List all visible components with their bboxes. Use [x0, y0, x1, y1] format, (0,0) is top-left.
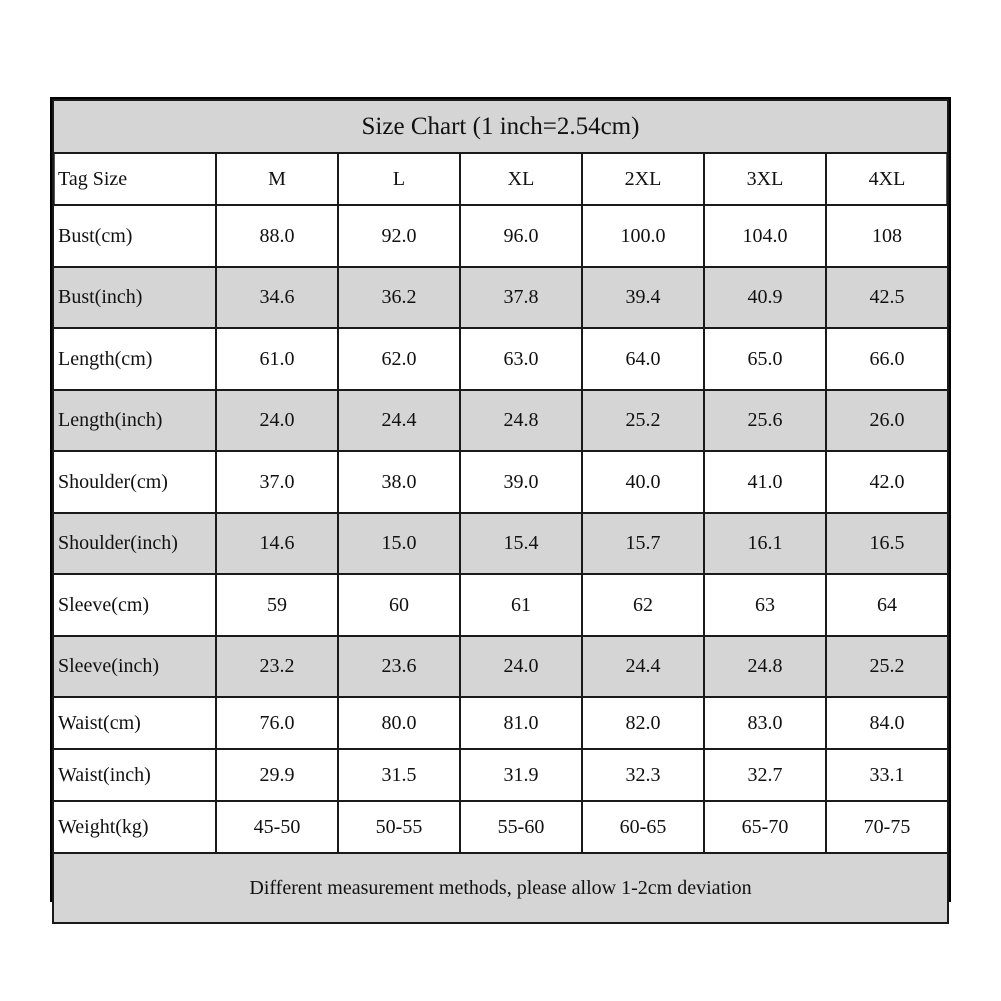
table-cell: 32.3 [582, 749, 704, 801]
table-cell: 65-70 [704, 801, 826, 853]
table-cell: 63.0 [460, 328, 582, 390]
table-cell: 24.8 [460, 390, 582, 451]
table-row [53, 390, 948, 451]
table-cell: 55-60 [460, 801, 582, 853]
table-cell: 16.1 [704, 513, 826, 574]
table-cell: 76.0 [216, 697, 338, 749]
table-cell: 24.0 [460, 636, 582, 697]
table-row [53, 636, 948, 697]
size-chart [50, 97, 951, 902]
row-label: Shoulder(inch) [53, 513, 216, 574]
table-cell: 80.0 [338, 697, 460, 749]
table-cell: 15.0 [338, 513, 460, 574]
table-cell: 33.1 [826, 749, 948, 801]
table-cell: 24.4 [338, 390, 460, 451]
table-row [53, 451, 948, 513]
table-cell: 15.4 [460, 513, 582, 574]
table-cell: 59 [216, 574, 338, 636]
deviation-note: Different measurement methods, please allow 1-2cm deviation [53, 853, 948, 923]
table-row [53, 697, 948, 749]
table-cell: 24.0 [216, 390, 338, 451]
title-row [53, 100, 948, 153]
header-row [53, 153, 948, 205]
table-cell: 40.0 [582, 451, 704, 513]
table-cell: 42.5 [826, 267, 948, 328]
size-chart-table [52, 99, 949, 924]
table-cell: 64 [826, 574, 948, 636]
table-cell: 25.6 [704, 390, 826, 451]
table-cell: 36.2 [338, 267, 460, 328]
row-label: Length(inch) [53, 390, 216, 451]
table-cell: 29.9 [216, 749, 338, 801]
size-header-xl: XL [460, 153, 582, 205]
chart-title: Size Chart (1 inch=2.54cm) [53, 100, 948, 153]
table-cell: 38.0 [338, 451, 460, 513]
note-row [53, 853, 948, 923]
table-cell: 66.0 [826, 328, 948, 390]
table-cell: 100.0 [582, 205, 704, 267]
row-label: Waist(cm) [53, 697, 216, 749]
table-cell: 108 [826, 205, 948, 267]
row-label: Waist(inch) [53, 749, 216, 801]
table-cell: 62.0 [338, 328, 460, 390]
table-cell: 70-75 [826, 801, 948, 853]
table-cell: 25.2 [582, 390, 704, 451]
table-cell: 15.7 [582, 513, 704, 574]
table-cell: 61.0 [216, 328, 338, 390]
table-cell: 39.4 [582, 267, 704, 328]
size-header-3xl: 3XL [704, 153, 826, 205]
tag-size-header: Tag Size [53, 153, 216, 205]
table-cell: 92.0 [338, 205, 460, 267]
table-cell: 24.8 [704, 636, 826, 697]
table-row [53, 328, 948, 390]
table-row [53, 574, 948, 636]
table-cell: 42.0 [826, 451, 948, 513]
row-label: Sleeve(inch) [53, 636, 216, 697]
table-cell: 96.0 [460, 205, 582, 267]
row-label: Length(cm) [53, 328, 216, 390]
table-cell: 16.5 [826, 513, 948, 574]
table-cell: 31.9 [460, 749, 582, 801]
table-cell: 60-65 [582, 801, 704, 853]
table-cell: 45-50 [216, 801, 338, 853]
table-cell: 14.6 [216, 513, 338, 574]
table-cell: 26.0 [826, 390, 948, 451]
row-label: Bust(cm) [53, 205, 216, 267]
table-cell: 31.5 [338, 749, 460, 801]
table-cell: 61 [460, 574, 582, 636]
table-cell: 83.0 [704, 697, 826, 749]
table-cell: 104.0 [704, 205, 826, 267]
table-cell: 41.0 [704, 451, 826, 513]
table-cell: 63 [704, 574, 826, 636]
table-cell: 84.0 [826, 697, 948, 749]
table-cell: 24.4 [582, 636, 704, 697]
size-header-m: M [216, 153, 338, 205]
row-label: Weight(kg) [53, 801, 216, 853]
table-cell: 37.0 [216, 451, 338, 513]
table-cell: 34.6 [216, 267, 338, 328]
table-cell: 40.9 [704, 267, 826, 328]
table-cell: 88.0 [216, 205, 338, 267]
table-cell: 37.8 [460, 267, 582, 328]
table-cell: 60 [338, 574, 460, 636]
row-label: Shoulder(cm) [53, 451, 216, 513]
row-label: Sleeve(cm) [53, 574, 216, 636]
table-cell: 50-55 [338, 801, 460, 853]
table-row [53, 513, 948, 574]
table-cell: 65.0 [704, 328, 826, 390]
table-cell: 82.0 [582, 697, 704, 749]
table-cell: 39.0 [460, 451, 582, 513]
size-header-2xl: 2XL [582, 153, 704, 205]
size-header-4xl: 4XL [826, 153, 948, 205]
size-header-l: L [338, 153, 460, 205]
table-cell: 64.0 [582, 328, 704, 390]
table-row [53, 267, 948, 328]
table-cell: 81.0 [460, 697, 582, 749]
table-row [53, 749, 948, 801]
table-cell: 62 [582, 574, 704, 636]
table-cell: 32.7 [704, 749, 826, 801]
table-row [53, 801, 948, 853]
table-row [53, 205, 948, 267]
table-cell: 23.2 [216, 636, 338, 697]
table-cell: 23.6 [338, 636, 460, 697]
row-label: Bust(inch) [53, 267, 216, 328]
table-cell: 25.2 [826, 636, 948, 697]
